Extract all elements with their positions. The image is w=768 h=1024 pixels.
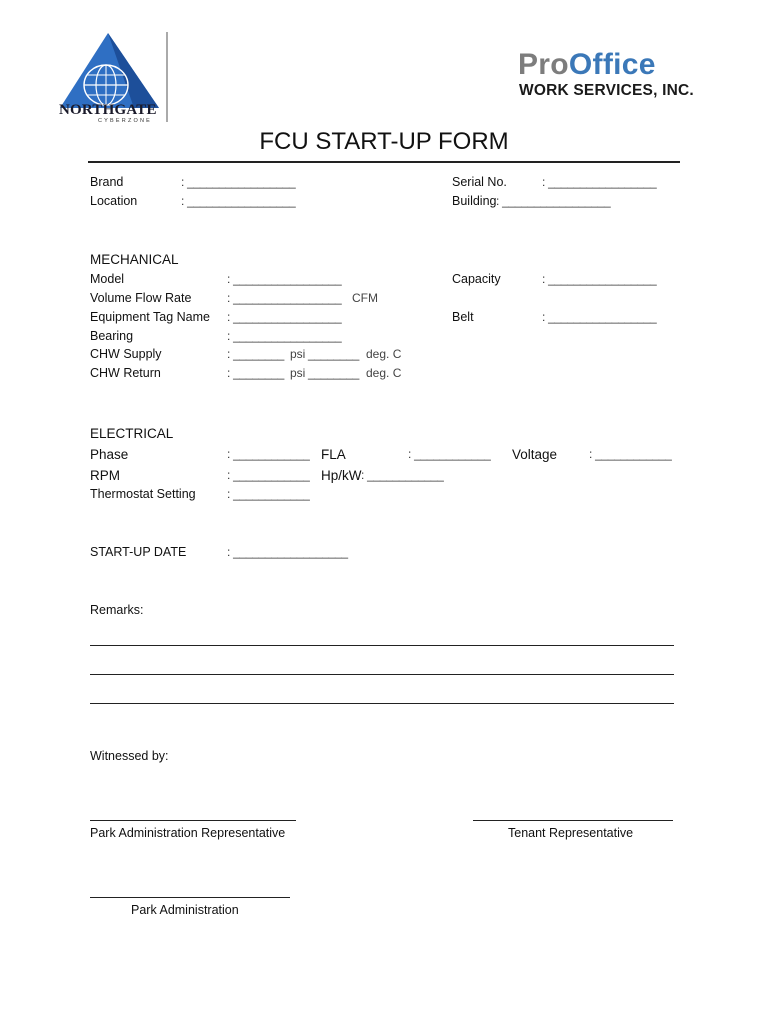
equipment-tag-name-field[interactable]: : _________________ <box>227 310 342 324</box>
park-admin-rep-signature-line[interactable] <box>90 820 296 821</box>
prooffice-subtitle: WORK SERVICES, INC. <box>519 82 694 99</box>
electrical-heading: ELECTRICAL <box>90 426 174 441</box>
voltage-label: Voltage <box>512 447 558 462</box>
chw-return-deg-field[interactable]: ________ <box>308 366 359 380</box>
cfm-unit: CFM <box>352 291 378 305</box>
rpm-label: RPM <box>90 468 120 483</box>
chw-supply-label: CHW Supply <box>90 347 162 361</box>
volume-flow-rate-label: Volume Flow Rate <box>90 291 192 305</box>
fla-field[interactable]: : ____________ <box>408 447 491 461</box>
title-underline <box>88 161 680 163</box>
location-field[interactable]: : _________________ <box>181 194 296 208</box>
startup-date-field[interactable]: : __________________ <box>227 545 348 559</box>
chw-return-deg-unit: deg. C <box>366 366 402 380</box>
phase-label: Phase <box>90 447 129 462</box>
chw-return-psi-unit: psi <box>290 366 306 380</box>
chw-supply-deg-field[interactable]: ________ <box>308 347 359 361</box>
witnessed-by-label: Witnessed by: <box>90 749 169 763</box>
park-admin-signature-line[interactable] <box>90 897 290 898</box>
model-field[interactable]: : _________________ <box>227 272 342 286</box>
prooffice-logo <box>518 48 708 108</box>
fla-label: FLA <box>321 447 346 462</box>
serial-no-label: Serial No. <box>452 175 507 189</box>
prooffice-wordmark: ProOffice <box>518 48 656 81</box>
capacity-field[interactable]: : _________________ <box>542 272 657 286</box>
brand-label: Brand <box>90 175 124 189</box>
remarks-line-3[interactable] <box>90 703 674 704</box>
remarks-line-1[interactable] <box>90 645 674 646</box>
capacity-label: Capacity <box>452 272 501 286</box>
belt-label: Belt <box>452 310 474 324</box>
chw-return-psi-field[interactable]: : ________ <box>227 366 285 380</box>
mechanical-heading: MECHANICAL <box>90 252 179 267</box>
northgate-subtitle: CYBERZONE <box>98 118 153 124</box>
northgate-wordmark: NORTHGATE <box>59 102 157 118</box>
voltage-field[interactable]: : ____________ <box>589 447 672 461</box>
hp-kw-field[interactable]: : ____________ <box>361 468 444 482</box>
bearing-label: Bearing <box>90 329 134 343</box>
remarks-label: Remarks: <box>90 603 144 617</box>
equipment-tag-name-label: Equipment Tag Name <box>90 310 210 324</box>
serial-no-field[interactable]: : _________________ <box>542 175 657 189</box>
chw-supply-psi-unit: psi <box>290 347 306 361</box>
park-admin-label: Park Administration <box>131 903 239 917</box>
building-label: Building <box>452 194 497 208</box>
chw-return-label: CHW Return <box>90 366 161 380</box>
tenant-rep-label: Tenant Representative <box>508 826 634 840</box>
bearing-field[interactable]: : _________________ <box>227 329 342 343</box>
belt-field[interactable]: : _________________ <box>542 310 657 324</box>
chw-supply-deg-unit: deg. C <box>366 347 402 361</box>
location-label: Location <box>90 194 138 208</box>
chw-supply-psi-field[interactable]: : ________ <box>227 347 285 361</box>
model-label: Model <box>90 272 125 286</box>
hp-kw-label: Hp/kW <box>321 468 362 483</box>
building-field[interactable]: : _________________ <box>496 194 611 208</box>
tenant-rep-signature-line[interactable] <box>473 820 673 821</box>
remarks-line-2[interactable] <box>90 674 674 675</box>
thermostat-setting-label: Thermostat Setting <box>90 487 196 501</box>
brand-field[interactable]: : _________________ <box>181 175 296 189</box>
thermostat-setting-field[interactable]: : ____________ <box>227 487 310 501</box>
form-title: FCU START-UP FORM <box>259 128 509 155</box>
park-admin-rep-label: Park Administration Representative <box>90 826 286 840</box>
rpm-field[interactable]: : ____________ <box>227 468 310 482</box>
northgate-logo <box>56 30 171 125</box>
startup-date-label: START-UP DATE <box>90 545 187 559</box>
phase-field[interactable]: : ____________ <box>227 447 310 461</box>
volume-flow-rate-field[interactable]: : _________________ <box>227 291 342 305</box>
